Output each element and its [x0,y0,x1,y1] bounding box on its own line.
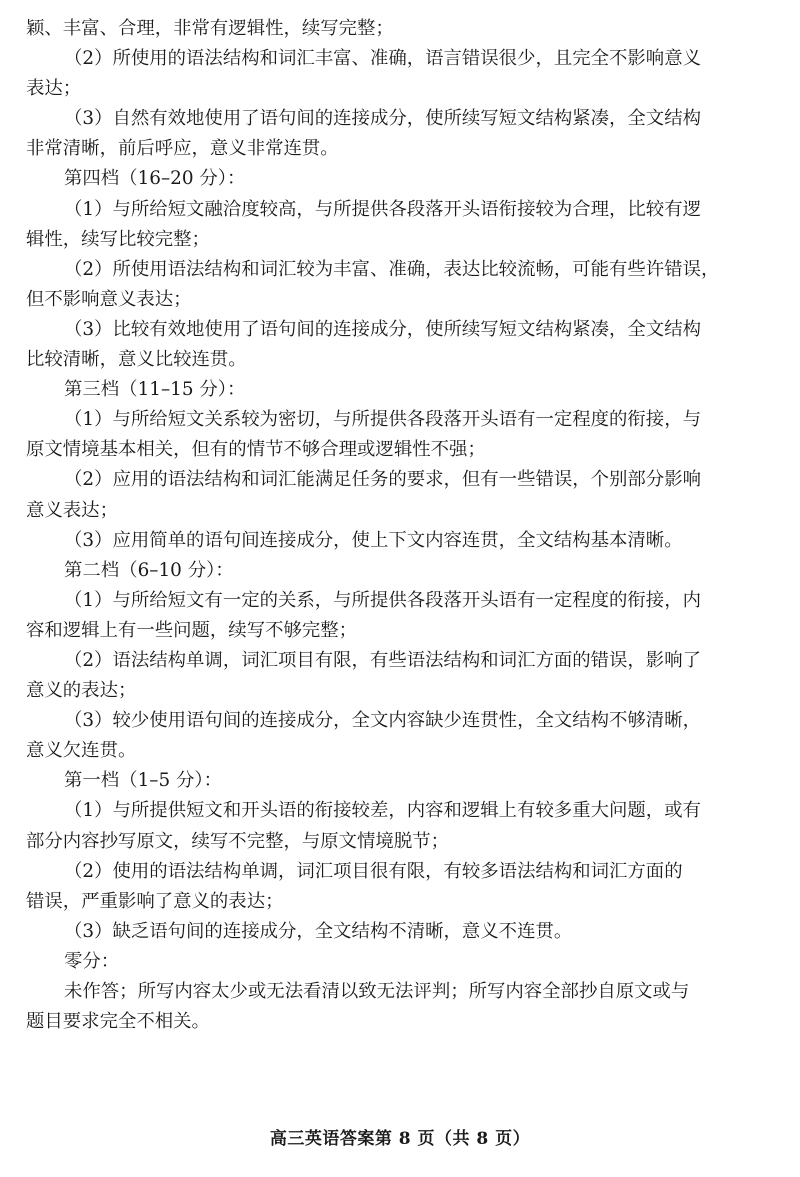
text-line: （3）比较有效地使用了语句间的连接成分，使所续写短文结构紧凑，全文结构 [64,318,701,340]
text-line: （3）较少使用语句间的连接成分，全文内容缺少连贯性，全文结构不够清晰， [64,710,701,732]
text-line: （1）与所给短文有一定的关系，与所提供各段落开头语有一定程度的衔接，内 [64,589,701,611]
text-line: 表达； [26,78,82,100]
text-line: 但不影响意义表达； [26,288,192,310]
text-line: （2）语法结构单调，词汇项目有限，有些语法结构和词汇方面的错误，影响了 [64,649,701,671]
text-line: （2）使用的语法结构单调，词汇项目很有限，有较多语法结构和词汇方面的 [64,860,683,882]
text-line: （2）所使用语法结构和词汇较为丰富、准确，表达比较流畅，可能有些许错误， [64,258,720,280]
text-line: 颖、丰富、合理，非常有逻辑性，续写完整； [26,18,394,39]
grade-heading: 零分： [64,950,120,972]
text-line: 意义表达； [26,499,118,521]
text-line: （3）缺乏语句间的连接成分，全文结构不清晰，意义不连贯。 [64,920,573,942]
text-line: 辑性，续写比较完整； [26,228,210,250]
text-line: 错误，严重影响了意义的表达； [26,890,284,912]
text-line: 意义的表达； [26,680,137,702]
text-line: （3）自然有效地使用了语句间的连接成分，使所续写短文结构紧凑，全文结构 [64,108,701,130]
grade-heading: 第四档（16–20 分）： [64,168,246,190]
text-line: 题目要求完全不相关。 [26,1011,210,1033]
text-line: （1）与所提供短文和开头语的衔接较差，内容和逻辑上有较多重大问题，或有 [64,800,701,822]
document-body [26,14,776,1037]
text-line: （2）所使用的语法结构和词汇丰富、准确，语言错误很少，且完全不影响意义 [64,48,701,70]
page-footer: 高三英语答案第 8 页（共 8 页） [269,1129,531,1149]
text-line: （2）应用的语法结构和词汇能满足任务的要求，但有一些错误，个别部分影响 [64,469,701,491]
text-line: （3）应用简单的语句间连接成分，使上下文内容连贯，全文结构基本清晰。 [64,529,683,551]
text-line: 原文情境基本相关，但有的情节不够合理或逻辑性不强； [26,439,486,461]
text-line: （1）与所给短文关系较为密切，与所提供各段落开头语有一定程度的衔接，与 [64,409,701,431]
grade-heading: 第二档（6–10 分）： [64,559,234,581]
text-line: 部分内容抄写原文，续写不完整，与原文情境脱节； [26,830,449,852]
text-line: 比较清晰，意义比较连贯。 [26,349,247,371]
text-line: 非常清晰，前后呼应，意义非常连贯。 [26,138,339,160]
text-line: 容和逻辑上有一些问题，续写不够完整； [26,619,358,641]
grade-heading: 第三档（11–15 分）： [64,379,246,401]
text-line: 未作答；所写内容太少或无法看清以致无法评判；所写内容全部抄自原文或与 [64,981,690,1002]
text-line: 意义欠连贯。 [26,740,137,762]
text-line: （1）与所给短文融洽度较高，与所提供各段落开头语衔接较为合理，比较有逻 [64,198,701,220]
grade-heading: 第一档（1–5 分）： [64,770,222,792]
